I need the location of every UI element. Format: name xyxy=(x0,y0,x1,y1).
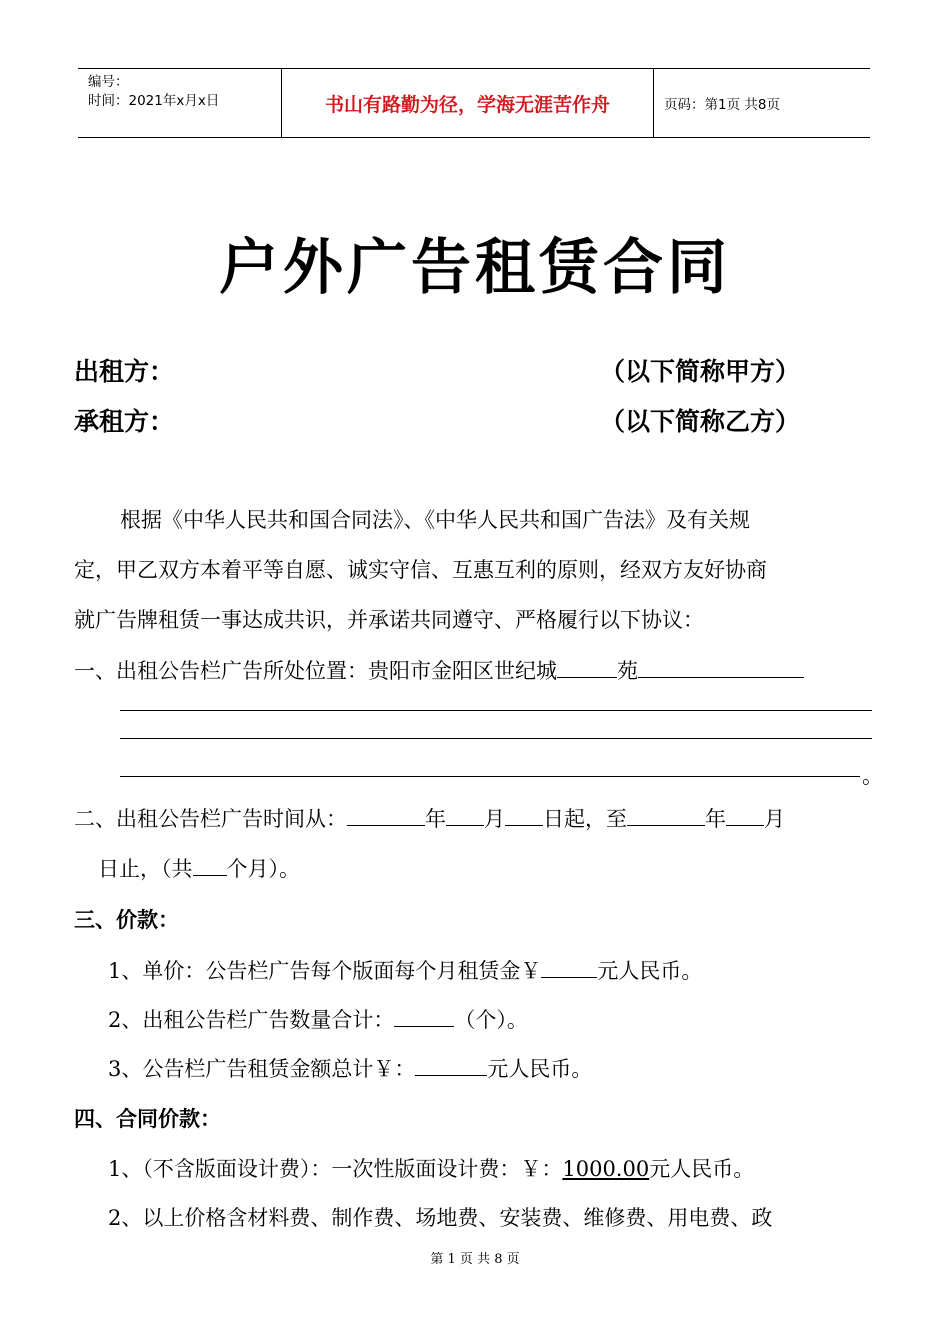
intro-line-3: 就广告牌租赁一事达成共识，并承诺共同遵守、严格履行以下协议： xyxy=(74,608,704,632)
location-blank-line-3[interactable] xyxy=(120,738,872,739)
intro-line-2: 定，甲乙双方本着平等自愿、诚实守信、互惠互利的原则，经双方友好协商 xyxy=(74,558,767,582)
clause-2-text-a: 二、出租公告栏广告时间从： xyxy=(74,807,347,831)
section-3-heading: 三、价款： xyxy=(74,908,179,932)
unit-price-blank[interactable] xyxy=(541,955,597,978)
clause-2 xyxy=(74,803,785,833)
clause-2-year: 年 xyxy=(425,807,446,831)
s4-item1-b: 元人民币。 xyxy=(649,1157,755,1181)
number-label: 编号： xyxy=(88,74,129,90)
clause-2-year-2: 年 xyxy=(705,807,726,831)
s3-item1-a: 1、单价：公告栏广告每个版面每个月租赁金￥ xyxy=(108,959,542,983)
clause-2-month: 月 xyxy=(484,807,505,831)
header-meta xyxy=(78,69,281,137)
location-blank-line-4[interactable] xyxy=(120,776,860,777)
s3-item3-b: 元人民币。 xyxy=(487,1057,593,1081)
s3-item1-b: 元人民币。 xyxy=(597,959,703,983)
clause-2-line2-a: 日止，（共 xyxy=(98,857,193,881)
header-page-info: 页码：第1页 共8页 xyxy=(664,97,780,113)
lessee-label: 承租方： xyxy=(74,407,175,436)
start-month-blank[interactable] xyxy=(446,803,484,826)
section-3-item-2 xyxy=(108,1004,528,1034)
document-title: 户外广告租赁合同 xyxy=(219,233,731,303)
start-year-blank[interactable] xyxy=(347,803,425,826)
end-year-blank[interactable] xyxy=(627,803,705,826)
clause-1-text-a: 一、出租公告栏广告所处位置：贵阳市金阳区世纪城 xyxy=(74,659,557,683)
end-month-blank[interactable] xyxy=(726,803,764,826)
start-day-blank[interactable] xyxy=(505,803,543,826)
clause-1 xyxy=(74,655,804,685)
design-fee-amount: 1000.00 xyxy=(562,1157,650,1181)
intro-line-1: 根据《中华人民共和国合同法》、《中华人民共和国广告法》及有关规 xyxy=(120,508,750,532)
quantity-blank[interactable] xyxy=(394,1004,454,1027)
clause-2-line2-b: 个月）。 xyxy=(226,857,300,881)
clause-2-line-2 xyxy=(98,853,300,883)
section-4-item-2: 2、以上价格含材料费、制作费、场地费、安装费、维修费、用电费、政 xyxy=(108,1206,773,1230)
clause-1-text-b: 苑 xyxy=(617,659,638,683)
time-label: 时间：2021年x月x日 xyxy=(88,93,220,109)
location-blank-line-2[interactable] xyxy=(120,710,872,711)
lessee-note: （以下简称乙方） xyxy=(600,407,801,436)
lessor-note: （以下简称甲方） xyxy=(600,357,801,386)
page-footer: 第 1 页 共 8 页 xyxy=(430,1252,520,1267)
document-header xyxy=(78,68,870,138)
estate-name-blank[interactable] xyxy=(557,655,617,678)
s4-item1-a: 1、（不含版面设计费）：一次性版面设计费：￥： xyxy=(108,1157,563,1181)
header-motto: 书山有路勤为径，学海无涯苦作舟 xyxy=(281,69,654,137)
s3-item3-a: 3、公告栏广告租赁金额总计￥： xyxy=(108,1057,416,1081)
section-4-item-1 xyxy=(108,1153,754,1183)
s3-item2-a: 2、出租公告栏广告数量合计： xyxy=(108,1008,395,1032)
clause-2-month-2: 月 xyxy=(764,807,785,831)
location-blank[interactable] xyxy=(638,655,804,678)
section-3-item-3 xyxy=(108,1053,592,1083)
section-3-item-1 xyxy=(108,955,702,985)
s3-item2-b: （个）。 xyxy=(454,1008,528,1032)
lessor-label: 出租方： xyxy=(74,357,175,386)
total-amount-blank[interactable] xyxy=(415,1053,487,1076)
months-count-blank[interactable] xyxy=(193,853,227,876)
location-end-mark: 。 xyxy=(862,764,883,788)
clause-2-day-start: 日起，至 xyxy=(543,807,627,831)
section-4-heading: 四、合同价款： xyxy=(74,1107,221,1131)
